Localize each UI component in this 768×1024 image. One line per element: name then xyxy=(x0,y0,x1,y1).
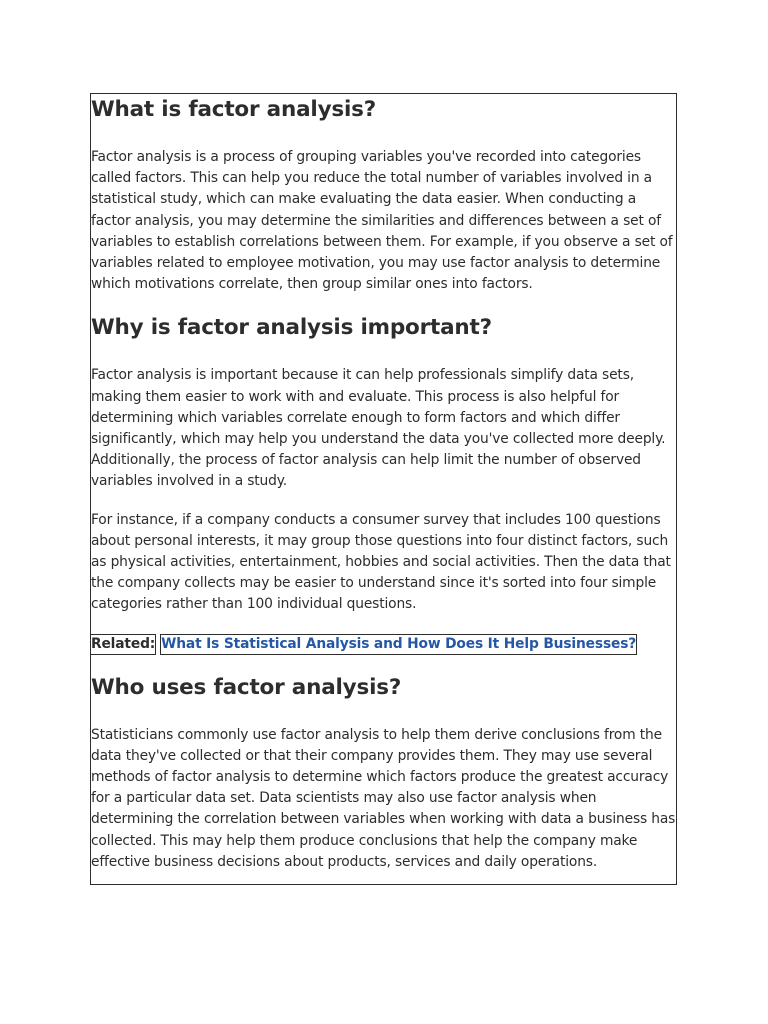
paragraph-why-important-1: Factor analysis is important because it can help professionals simplify data sets, making them easier to work with and evaluate. This process is also helpful for determining which variables correlate enough to form factors and which differ significantly, which may help you understand the data you've collected more deeply. Additionally, the process of factor analysis can help limit the number of observed variables involved in a study. xyxy=(91,367,666,490)
article-content xyxy=(90,93,677,885)
heading-who-uses: Who uses factor analysis? xyxy=(91,674,402,700)
paragraph-why-important-2: For instance, if a company conducts a consumer survey that includes 100 questions about personal interests, it may group those questions into four distinct factors, such as physical activities, entertainment, hobbies and social activities. Then the data that the company collects may be easier to understand since it's sorted into four simple categories rather than 100 individual questions. xyxy=(91,511,671,613)
heading-why-important: Why is factor analysis important? xyxy=(91,315,492,341)
paragraph-who-uses: Statisticians commonly use factor analysis to help them derive conclusions from the data they've collected or that their company provides them. They may use several methods of factor analysis to determine which factors produce the greatest accuracy for a particular data set. Data scientists may also use factor analysis when determining the correlation between variables when working with data a business has collected. This may help them produce conclusions that help the company make effective business decisions about products, services and daily operations. xyxy=(91,726,676,870)
related-article xyxy=(91,634,676,655)
related-label: Related: xyxy=(90,634,156,655)
related-article-link[interactable]: What Is Statistical Analysis and How Does It Help Businesses? xyxy=(160,634,637,655)
heading-what-is-factor-analysis: What is factor analysis? xyxy=(91,97,377,122)
paragraph-what-is-factor-analysis: Factor analysis is a process of grouping variables you've recorded into categories called factors. This can help you reduce the total number of variables involved in a statistical study, which can make evaluating the data easier. When conducting a factor analysis, you may determine the similarities and differences between a set of variables to establish correlations between them. For example, if you observe a set of variables related to employee motivation, you may use factor analysis to determine which motivations correlate, then group similar ones into factors. xyxy=(91,149,673,293)
